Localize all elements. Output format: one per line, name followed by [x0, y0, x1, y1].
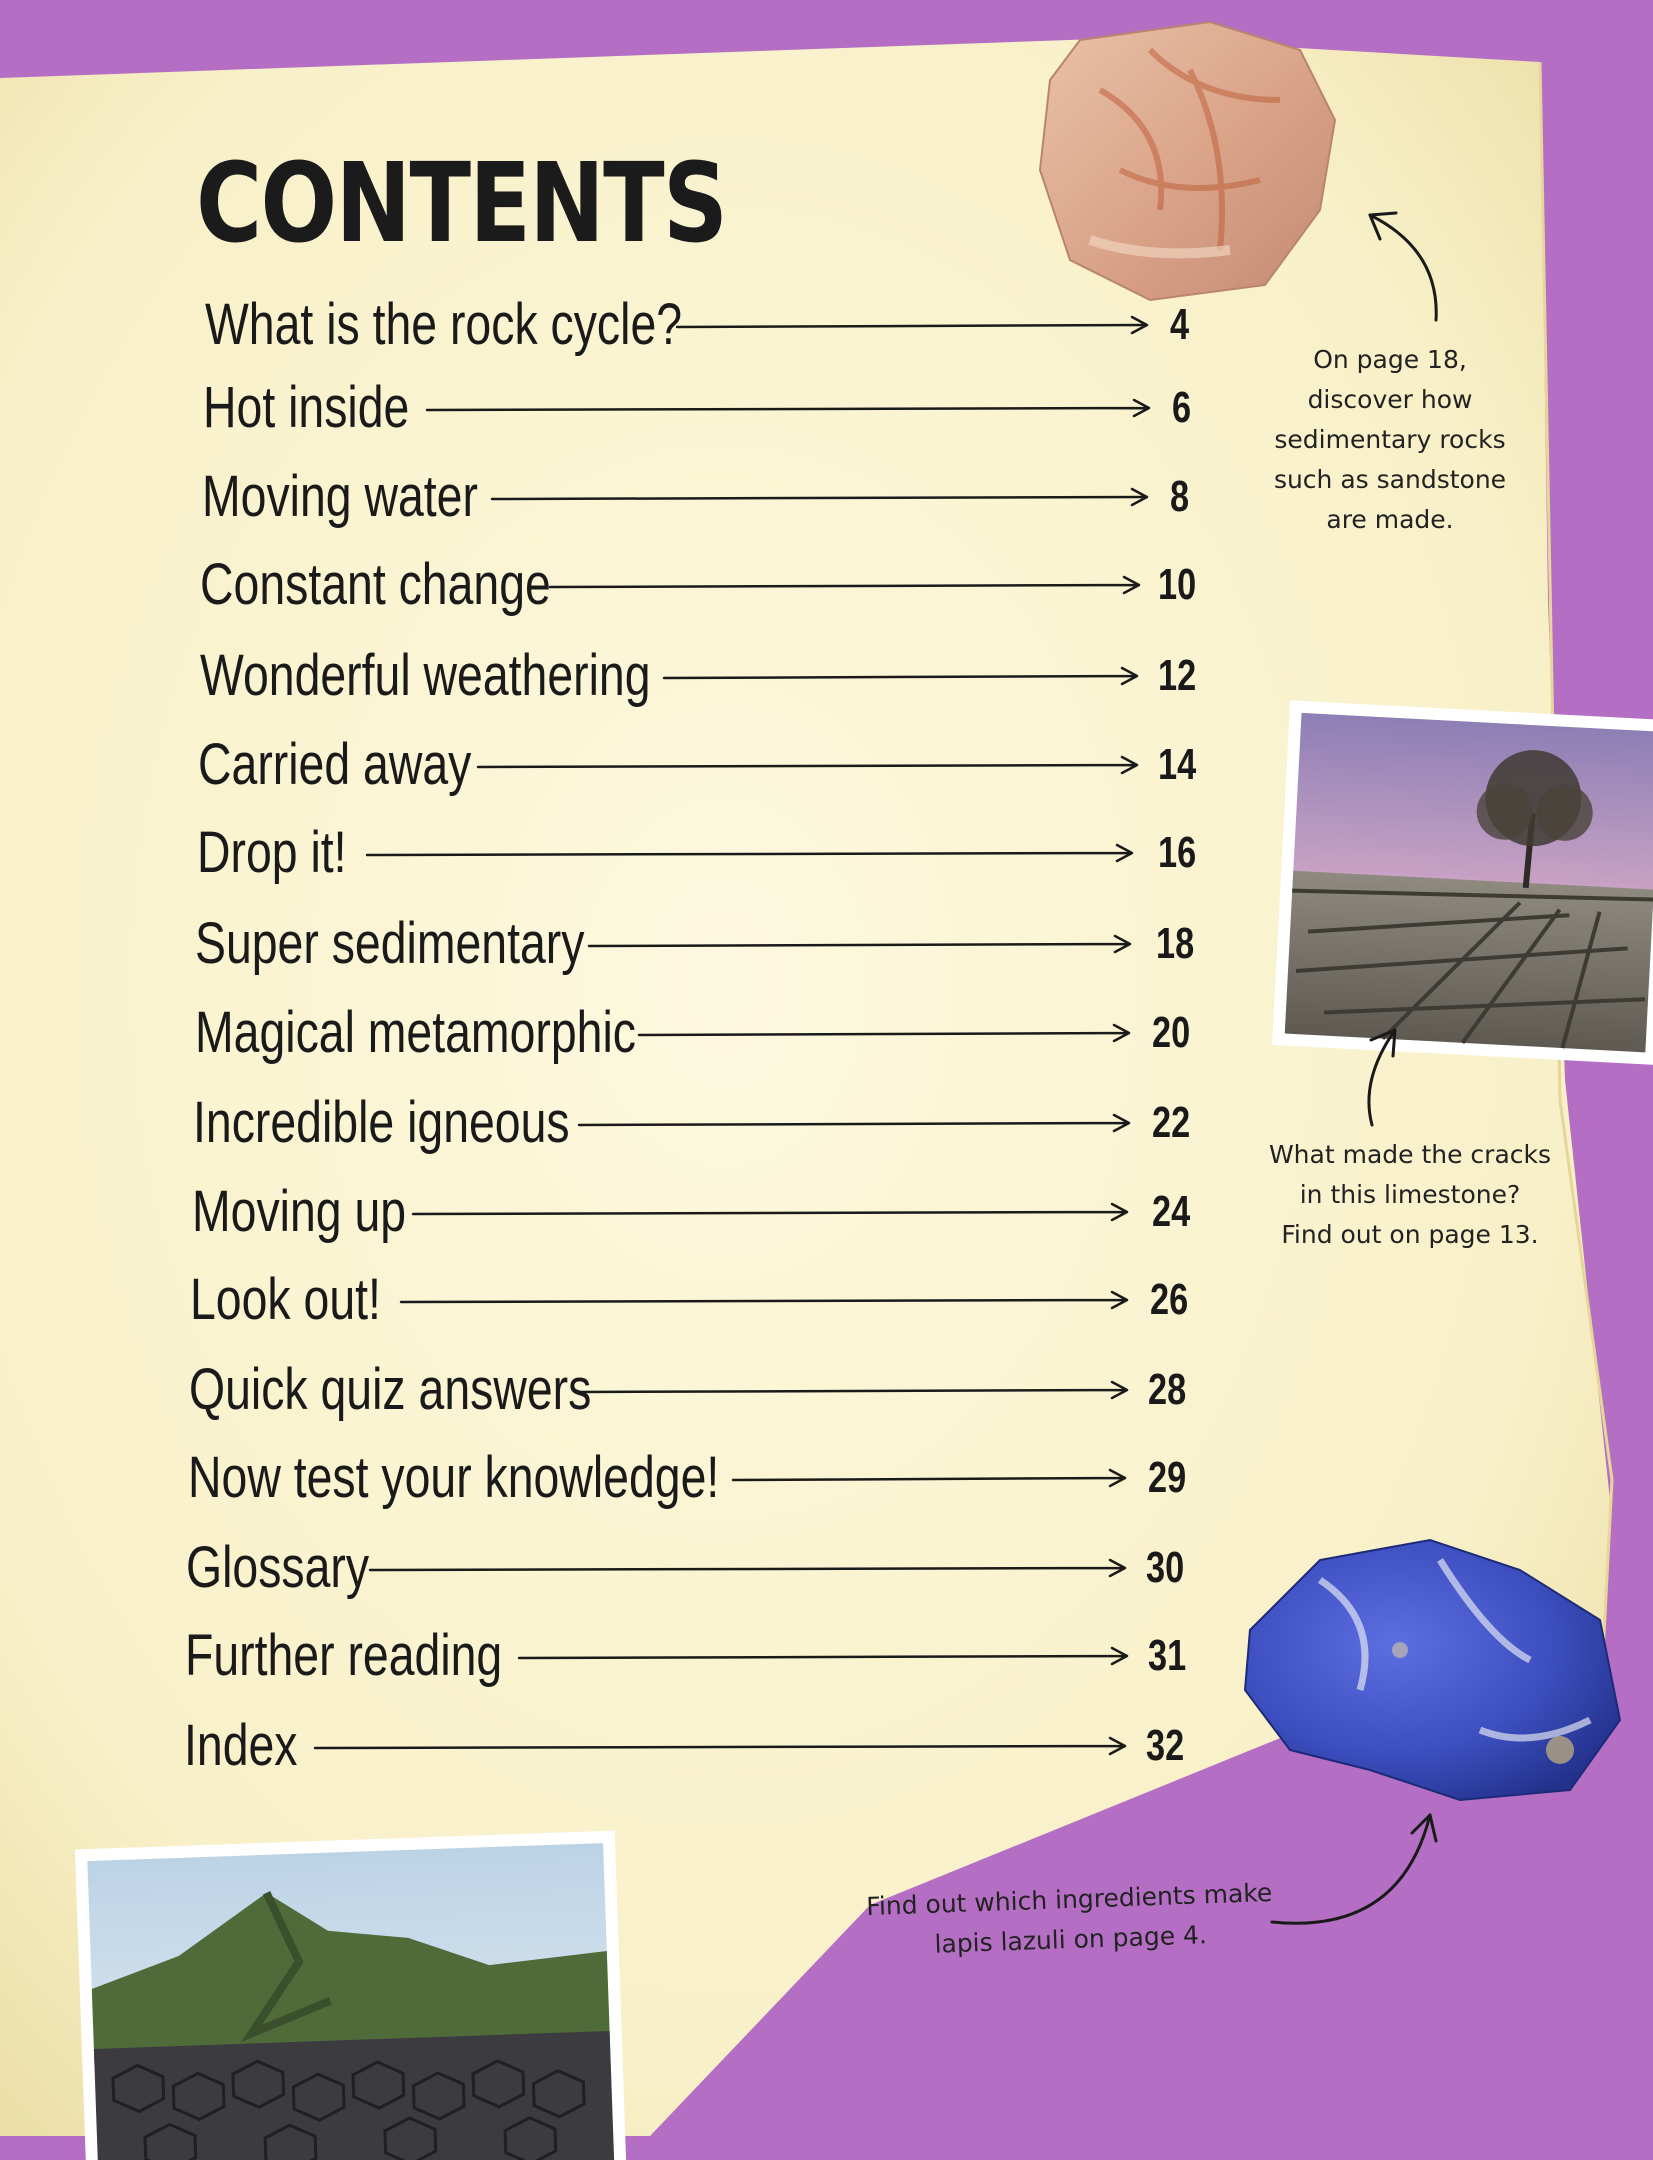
toc-item-label: Quick quiz answers [189, 1357, 592, 1422]
page-title: CONTENTS [196, 139, 727, 267]
toc-item-label: Moving water [202, 464, 478, 529]
toc-item-page-number: 8 [1170, 472, 1190, 521]
lapis-pointer-arrow [1272, 1815, 1430, 1923]
toc-item-label: Hot inside [203, 375, 410, 440]
limestone-pointer-arrow [1369, 1030, 1395, 1125]
toc-item-label: Super sedimentary [195, 911, 585, 976]
toc-item-label: Drop it! [197, 820, 347, 885]
caption-limestone: What made the cracks in this limestone? Find out on page 13. [1268, 1140, 1552, 1249]
toc-item-page-number: 10 [1158, 560, 1197, 609]
toc-item-page-number: 28 [1148, 1365, 1187, 1414]
toc-item-page-number: 14 [1158, 740, 1197, 789]
toc-item-label: Carried away [198, 732, 472, 797]
toc-item-page-number: 20 [1152, 1008, 1191, 1057]
caption-sandstone: On page 18, discover how sedimentary rocks such as sandstone are made. [1273, 345, 1507, 534]
toc-item-page-number: 32 [1146, 1721, 1185, 1770]
caption-lapis-lazuli: Find out which ingredients make lapis lazuli on page 4. [865, 1877, 1273, 1959]
toc-item-page-number: 24 [1152, 1187, 1191, 1236]
toc-item-label: Moving up [192, 1179, 407, 1244]
toc-item-page-number: 26 [1150, 1275, 1189, 1324]
toc-item-page-number: 4 [1170, 300, 1190, 349]
toc-item-label: Incredible igneous [193, 1090, 570, 1155]
toc-item-label: Wonderful weathering [200, 643, 651, 708]
toc-item-label: Look out! [190, 1267, 381, 1332]
toc-item-page-number: 18 [1156, 919, 1195, 968]
sandstone-pointer-arrow [1370, 215, 1436, 320]
toc-item-label: Further reading [185, 1623, 503, 1688]
toc-item-label: Index [184, 1713, 298, 1778]
toc-item-page-number: 30 [1146, 1543, 1185, 1592]
toc-item-page-number: 12 [1158, 651, 1197, 700]
toc-item-label: What is the rock cycle? [205, 292, 683, 357]
toc-item-label: Magical metamorphic [195, 1000, 636, 1065]
toc-item-label: Now test your knowledge! [188, 1445, 720, 1510]
toc-item-page-number: 16 [1158, 828, 1197, 877]
toc-item-page-number: 22 [1152, 1098, 1191, 1147]
toc-item-page-number: 31 [1148, 1631, 1187, 1680]
toc-item-label: Constant change [200, 552, 551, 617]
toc-item-label: Glossary [186, 1535, 370, 1600]
toc-item-page-number: 29 [1148, 1453, 1187, 1502]
toc-item-page-number: 6 [1172, 383, 1192, 432]
